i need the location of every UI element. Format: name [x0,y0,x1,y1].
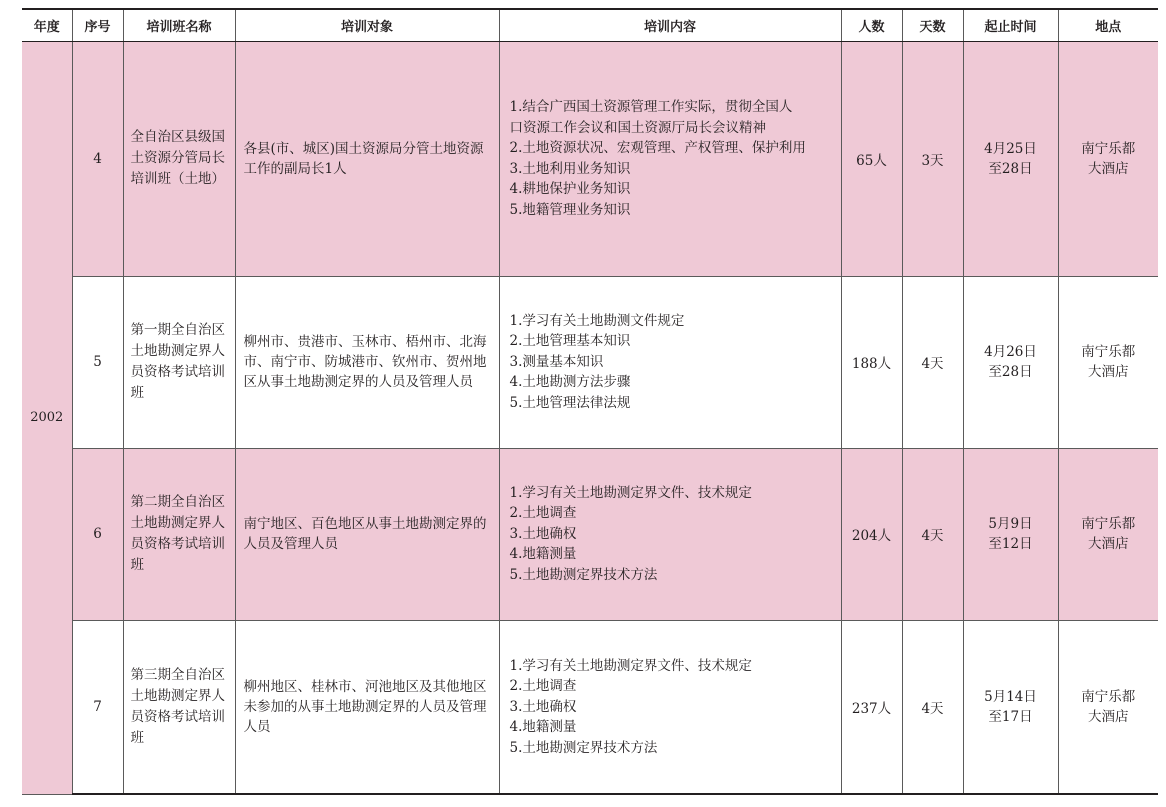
training-content-line: 1.学习有关土地勘测定界文件、技术规定 [509,484,752,501]
training-content [499,620,841,794]
table-row [22,620,1158,794]
training-content [499,276,841,448]
participant-count: 65人 [841,41,902,276]
training-content-line: 1.结合广西国土资源管理工作实际，贯彻全国人 [509,99,793,115]
training-content-line: 3.土地确权 [509,698,577,715]
training-content-line: 5.土地勘测定界技术方法 [509,739,658,756]
header-year: 年度 [22,9,72,41]
class-name: 第一期全自治区土地勘测定界人员资格考试培训班 [123,276,235,448]
location [1058,41,1158,276]
row-number: 5 [72,276,123,448]
training-table [22,8,1158,795]
header-name: 培训班名称 [123,9,235,41]
location [1058,276,1158,448]
training-content [499,41,841,276]
training-content-line: 2.土地调查 [509,505,577,522]
duration-days: 4天 [902,448,963,620]
duration-days: 4天 [902,620,963,794]
location-line: 大酒店 [1088,364,1129,380]
header-row [22,9,1158,41]
date-range-line: 5月14日 [984,688,1037,705]
location-line: 大酒店 [1088,536,1129,552]
location-line: 南宁乐都 [1081,344,1136,360]
training-content-line: 2.土地管理基本知识 [509,333,631,350]
training-target: 柳州市、贵港市、玉林市、梧州市、北海市、南宁市、防城港市、钦州市、贺州地区从事土地勘测定界的人员及管理人员 [235,276,499,448]
date-range [963,620,1058,794]
date-range-line: 至28日 [988,160,1033,177]
training-content-line: 3.测量基本知识 [509,353,604,370]
training-content-line: 口资源工作会议和国土资源厅局长会议精神 [509,119,766,136]
location-line: 南宁乐都 [1081,516,1136,532]
training-target: 柳州地区、桂林市、河池地区及其他地区未参加的从事土地勘测定界的人员及管理人员 [235,620,499,794]
training-content-line: 2.土地资源状况、宏观管理、产权管理、保护利用 [509,140,806,156]
header-location: 地点 [1058,9,1158,41]
header-no: 序号 [72,9,123,41]
training-target: 南宁地区、百色地区从事土地勘测定界的人员及管理人员 [235,448,499,620]
header-days: 天数 [902,9,963,41]
row-number: 7 [72,620,123,794]
participant-count: 188人 [841,276,902,448]
training-content [499,448,841,620]
training-content-line: 5.土地管理法律法规 [509,394,631,411]
location-line: 南宁乐都 [1081,140,1136,157]
date-range [963,41,1058,276]
header-content: 培训内容 [499,9,841,41]
training-target: 各县(市、城区)国土资源局分管土地资源工作的副局长1人 [235,41,499,276]
table-row [22,448,1158,620]
duration-days: 4天 [902,276,963,448]
date-range-line: 至12日 [988,536,1033,552]
table-row [22,41,1158,276]
class-name: 第三期全自治区土地勘测定界人员资格考试培训班 [123,620,235,794]
location-line: 南宁乐都 [1081,688,1136,705]
training-content-line: 1.学习有关土地勘测定界文件、技术规定 [509,657,752,674]
table-body [22,41,1158,794]
date-range-line: 5月9日 [988,516,1033,532]
location-line: 大酒店 [1088,708,1129,725]
training-content-line: 3.土地确权 [509,525,577,542]
training-content-line: 5.土地勘测定界技术方法 [509,566,658,583]
training-content-line: 4.地籍测量 [509,546,577,563]
date-range [963,276,1058,448]
header-count: 人数 [841,9,902,41]
row-number: 4 [72,41,123,276]
table-row [22,276,1158,448]
location [1058,620,1158,794]
participant-count: 237人 [841,620,902,794]
date-range-line: 至17日 [988,708,1033,725]
class-name: 全自治区县级国土资源分管局长培训班（土地） [123,41,235,276]
participant-count: 204人 [841,448,902,620]
training-content-line: 4.地籍测量 [509,719,577,735]
location [1058,448,1158,620]
location-line: 大酒店 [1088,160,1129,177]
date-range-line: 至28日 [988,364,1033,380]
class-name: 第二期全自治区土地勘测定界人员资格考试培训班 [123,448,235,620]
training-content-line: 1.学习有关土地勘测文件规定 [509,312,685,329]
duration-days: 3天 [902,41,963,276]
training-content-line: 2.土地调查 [509,678,577,694]
training-content-line: 4.耕地保护业务知识 [509,181,631,197]
row-number: 6 [72,448,123,620]
date-range-line: 4月25日 [984,140,1037,157]
year-cell: 2002 [22,41,72,794]
training-content-line: 3.土地利用业务知识 [509,160,631,177]
training-content-line: 5.地籍管理业务知识 [509,201,631,218]
header-period: 起止时间 [963,9,1058,41]
date-range [963,448,1058,620]
date-range-line: 4月26日 [984,344,1037,360]
training-content-line: 4.土地勘测方法步骤 [509,374,631,391]
header-target: 培训对象 [235,9,499,41]
